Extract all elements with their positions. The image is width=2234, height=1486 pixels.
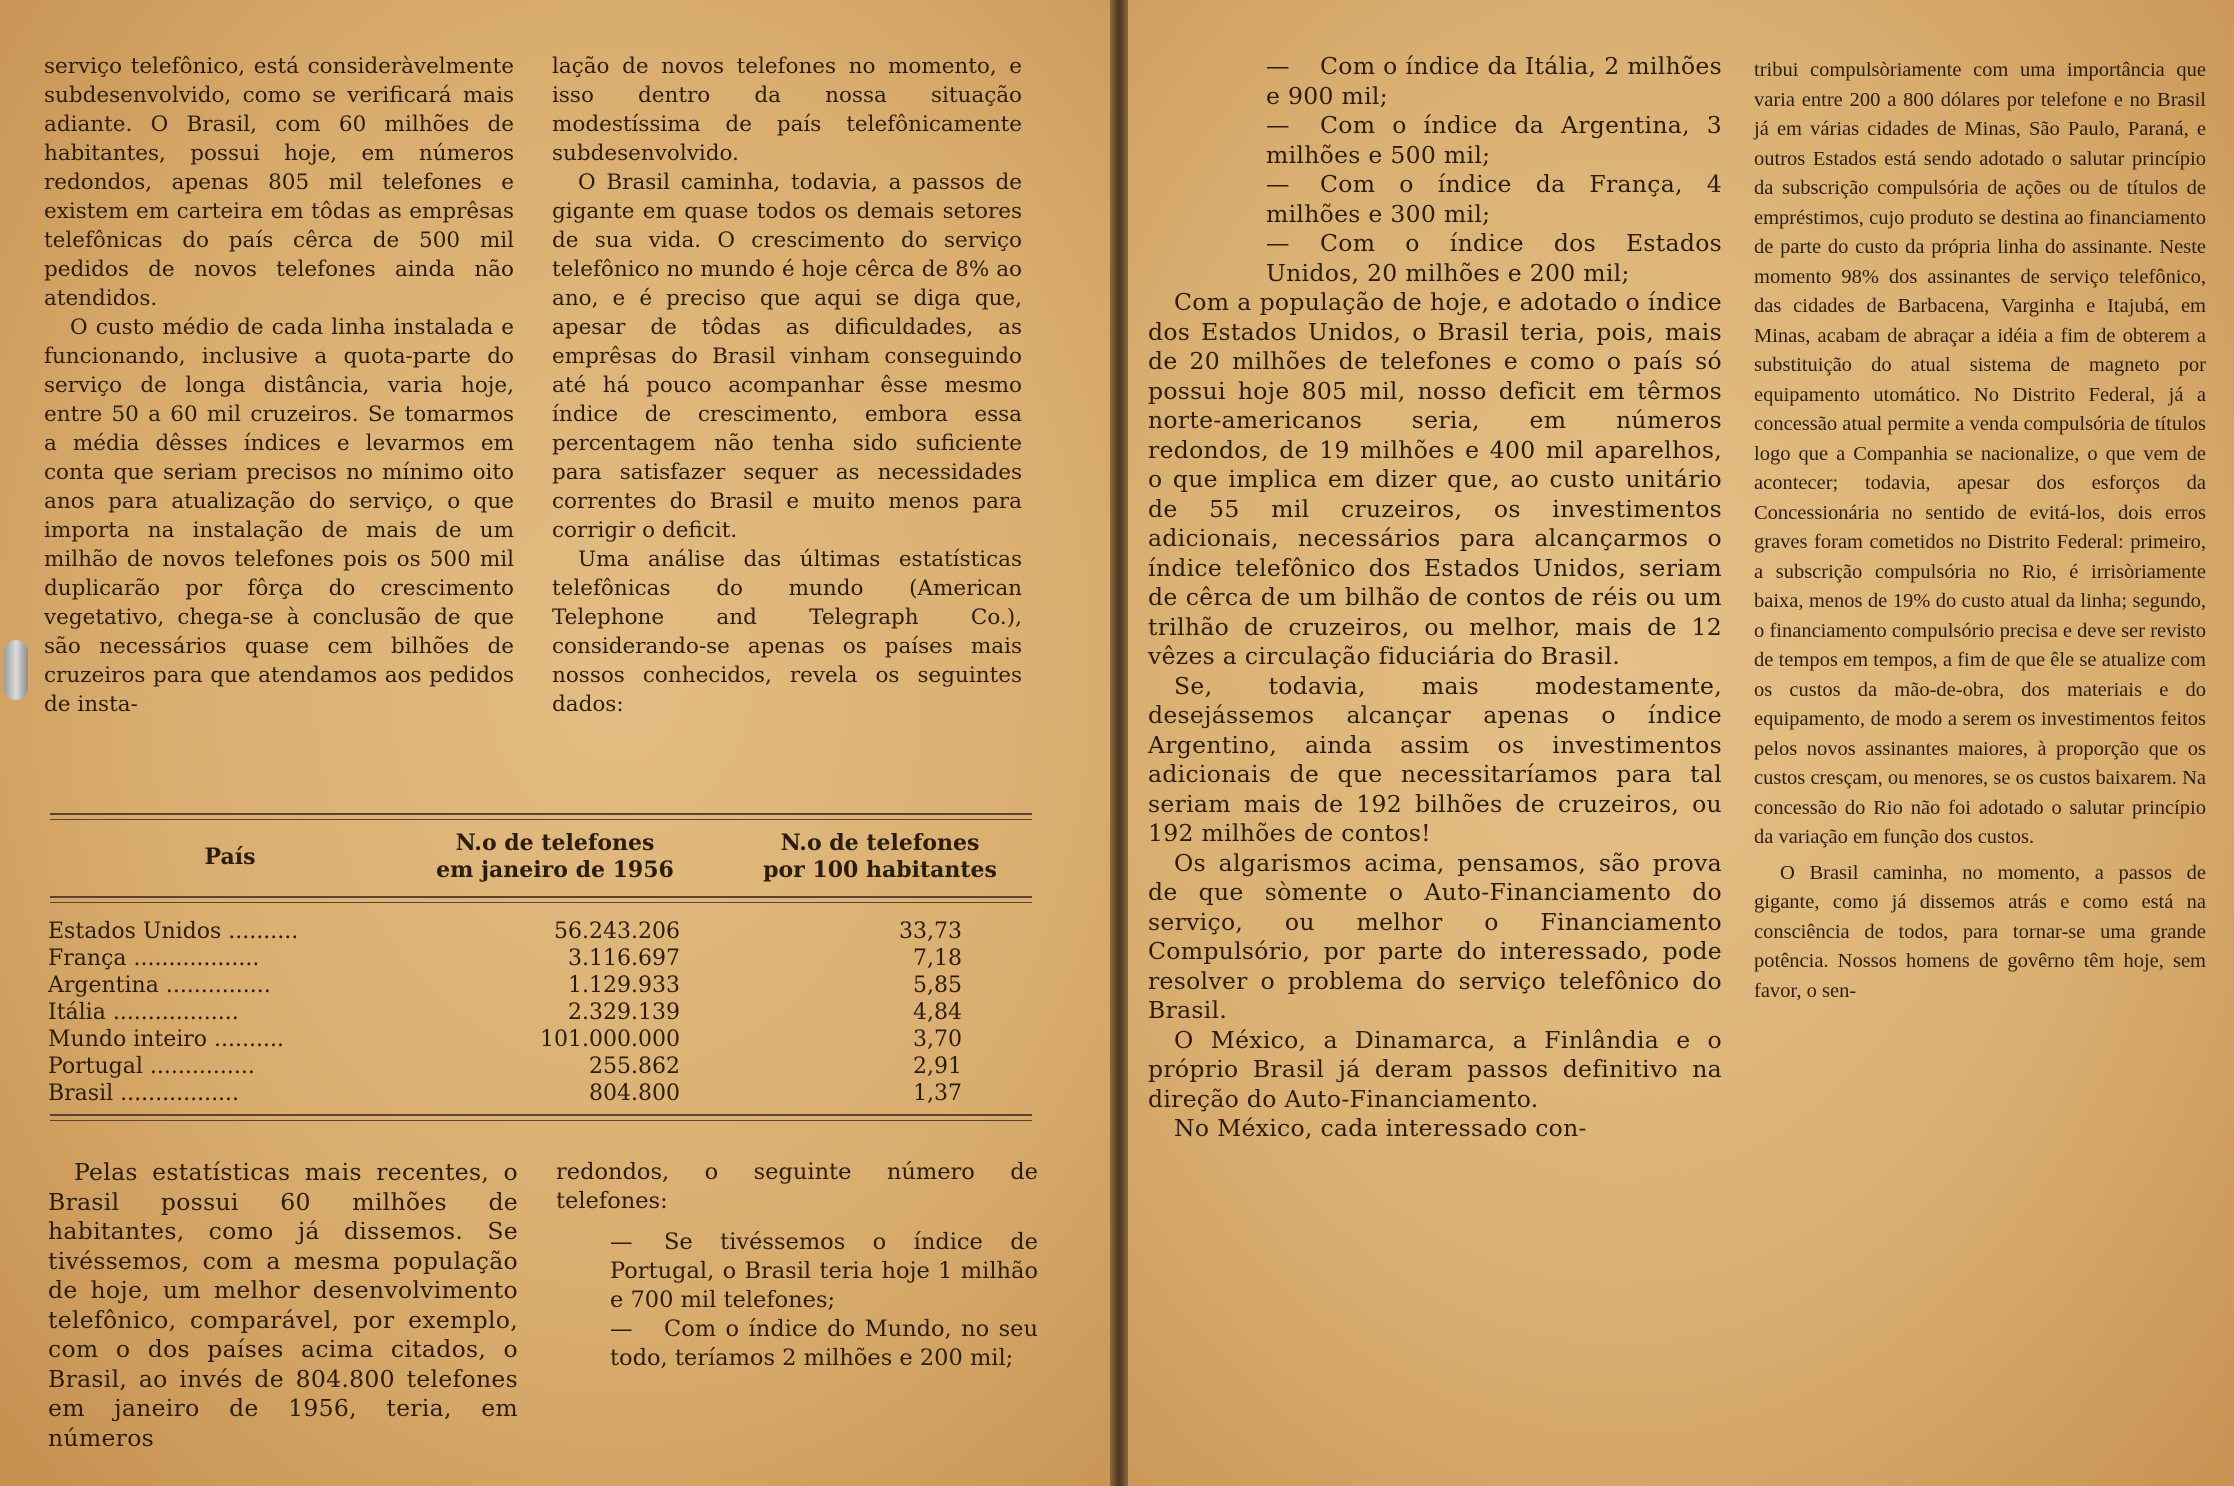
table-header-rule [50,896,1032,903]
paragraph: Pelas estatísticas mais recentes, o Brasil possui 60 milhões de habitantes, como já dissemos. Se tivéssemos, com a mesma população de hoje, um melhor desenvolvimento telefônico, comparável, por exemplo, com o dos países acima citados, o Brasil, ao invés de 804.800 telefones em janeiro de 1956, teria, em números [48,1158,518,1452]
left-bottom-column-1 [48,1158,518,1453]
table-row: Argentina ............... 1.129.933 5,85 [48,973,962,998]
list-item: — Se tivéssemos o índice de Portugal, o Brasil teria hoje 1 milhão e 700 mil telefones; [610,1229,1038,1313]
table-header-phones: N.o de telefones em janeiro de 1956 [436,830,674,883]
table-row: Mundo inteiro .......... 101.000.000 3,70 [48,1027,962,1052]
paragraph: tribui compulsòriamente com uma importância que varia entre 200 a 800 dólares por telefone e no Brasil já em várias cidades de Minas, São Paulo, Paraná, e outros Estados está sendo adotado o salutar princípio da subscrição compulsória de ações ou de títulos de empréstimos, cujo produto se destina ao financiamento de parte do custo da própria linha do assinante. Neste momento 98% dos assinantes de serviço telefônico, das cidades de Barbacena, Varginha e Itajubá, em Minas, acabam de abraçar a idéia a fim de obterem a substituição do atual sistema de magneto por equipamento utomático. No Distrito Federal, já a concessão atual permite a venda compulsória de títulos logo que a Companhia se nacionalize, o que vem de acontecer; todavia, apesar dos esforços da Concessionária no sentido de evitá-los, dois erros graves foram cometidos no Distrito Federal: primeiro, a subscrição compulsória no Rio, é irrisòriamente baixa, menos de 19% do custo atual da linha; segundo, o financiamento compulsório precisa e deve ser revisto de tempos em tempos, a fim de que êle se atualize com os custos da mão-de-obra, dos materiais e do equipamento, de modo a serem os investimentos feitos pelos novos assinantes maiores, à proporção que os custos cresçam, ou menores, se os custos baixarem. Na concessão do Rio não foi adotado o salutar princípio da variação em função dos custos. [1754,59,2206,848]
paragraph: redondos, o seguinte número de telefones: [556,1159,1038,1214]
paragraph: O México, a Dinamarca, a Finlândia e o próprio Brasil já deram passos definitivo na direção do Auto-Financiamento. [1148,1025,1722,1113]
paragraph: O Brasil caminha, no momento, a passos de gigante, como já dissemos atrás e como está na consciência de todos, para tornar-se uma grande potência. Nossos homens de govêrno têm hoje, sem favor, o sen- [1754,861,2206,1002]
paragraph: Com a população de hoje, e adotado o índice dos Estados Unidos, o Brasil teria, pois, mais de 20 milhões de telefones e como o país só possui hoje 805 mil, nosso deficit em têrmos norte-americanos seria, em números redondos, de 19 milhões e 400 mil aparelhos, o que implica em dizer que, ao custo unitário de 55 mil cruzeiros, os investimentos adicionais, necessários para alcançarmos o índice telefônico dos Estados Unidos, seriam de cêrca de um bilhão de contos de réis ou um trilhão de cruzeiros, ou melhor, mais de 12 vêzes a circulação fiduciária do Brasil. [1148,288,1722,670]
paragraph: lação de novos telefones no momento, e isso dentro da nossa situação modestíssima de país telefônicamente subdesenvolvido. [552,54,1022,166]
right-column-2 [1754,56,2206,1006]
book-gutter [1110,0,1128,1486]
table-row: Brasil ................. 804.800 1,37 [48,1081,962,1106]
list-item: — Com o índice dos Estados Unidos, 20 milhões e 200 mil; [1266,229,1722,287]
table-row: Portugal ............... 255.862 2,91 [48,1054,962,1079]
paragraph: No México, cada interessado con- [1174,1114,1587,1142]
paragraph: Os algarismos acima, pensamos, são prova de que sòmente o Auto-Financiamento do serviço, ou melhor o Financiamento Compulsório, por parte do interessado, pode resolver o problema do serviço telefônico do Brasil. [1148,848,1722,1024]
table-top-rule [50,813,1032,820]
table-row: Itália .................. 2.329.139 4,84 [48,1000,962,1025]
list-item: — Com o índice da Argentina, 3 milhões e 500 mil; [1266,111,1722,169]
table-bottom-rule [50,1114,1032,1121]
paragraph: O custo médio de cada linha instalada e funcionando, inclusive a quota-parte do serviço de longa distância, varia hoje, entre 50 a 60 mil cruzeiros. Se tomarmos a média dêsses índices e levarmos em conta que seriam precisos no mínimo oito anos para atualização do serviço, o que importa na instalação de mais de um milhão de novos telefones pois os 500 mil duplicarão por fôrça do crescimento vegetativo, chega-se à conclusão de que são necessários quase cem bilhões de cruzeiros para que atendamos aos pedidos de insta- [44,315,514,717]
table-header-country: País [204,844,256,870]
table-header-per-100: N.o de telefones por 100 habitantes [763,830,997,883]
left-column-1 [44,52,514,719]
right-column-1 [1148,52,1722,1144]
paragraph: O Brasil caminha, todavia, a passos de gigante em quase todos os demais setores de sua vida. O crescimento do serviço telefônico no mundo é hoje cêrca de 8% ao ano, e é preciso que aqui se diga que, apesar de tôdas as dificuldades, as emprêsas do Brasil vinham conseguindo até há pouco acompanhar êsse mesmo índice de crescimento, embora essa percentagem não tenha sido suficiente para satisfazer sequer as necessidades correntes do Brasil e muito menos para corrigir o deficit. [552,170,1022,543]
left-bottom-column-2 [556,1158,1038,1373]
paragraph: Se, todavia, mais modestamente, desejássemos alcançar apenas o índice Argentino, ainda assim os investimentos adicionais de que necessitaríamos para tal seriam mais de 192 bilhões de cruzeiros, ou 192 milhões de contos! [1148,671,1722,847]
list-item: — Com o índice da Itália, 2 milhões e 900 mil; [1266,52,1722,110]
table-row: França .................. 3.116.697 7,18 [48,946,962,971]
right-column-1-body [1148,288,1722,1144]
paragraph: Uma análise das últimas estatísticas telefônicas do mundo (American Telephone and Telegraph Co.), considerando-se apenas os países mais nossos conhecidos, revela os seguintes dados: [552,547,1022,717]
list-item: — Com o índice da França, 4 milhões e 300 mil; [1266,170,1722,228]
right-page [1118,0,2234,1486]
left-column-2 [552,52,1022,719]
table-row: Estados Unidos .......... 56.243.206 33,73 [48,919,962,944]
staple [4,640,28,700]
paragraph: serviço telefônico, está consideràvelmente subdesenvolvido, como se verificará mais adiante. O Brasil, com 60 milhões de habitantes, possui hoje, em números redondos, apenas 805 mil telefones e existem em carteira em tôdas as emprêsas telefônicas do país cêrca de 500 mil pedidos de novos telefones ainda não atendidos. [44,54,514,311]
list-item: — Com o índice do Mundo, no seu todo, teríamos 2 milhões e 200 mil; [610,1316,1038,1371]
